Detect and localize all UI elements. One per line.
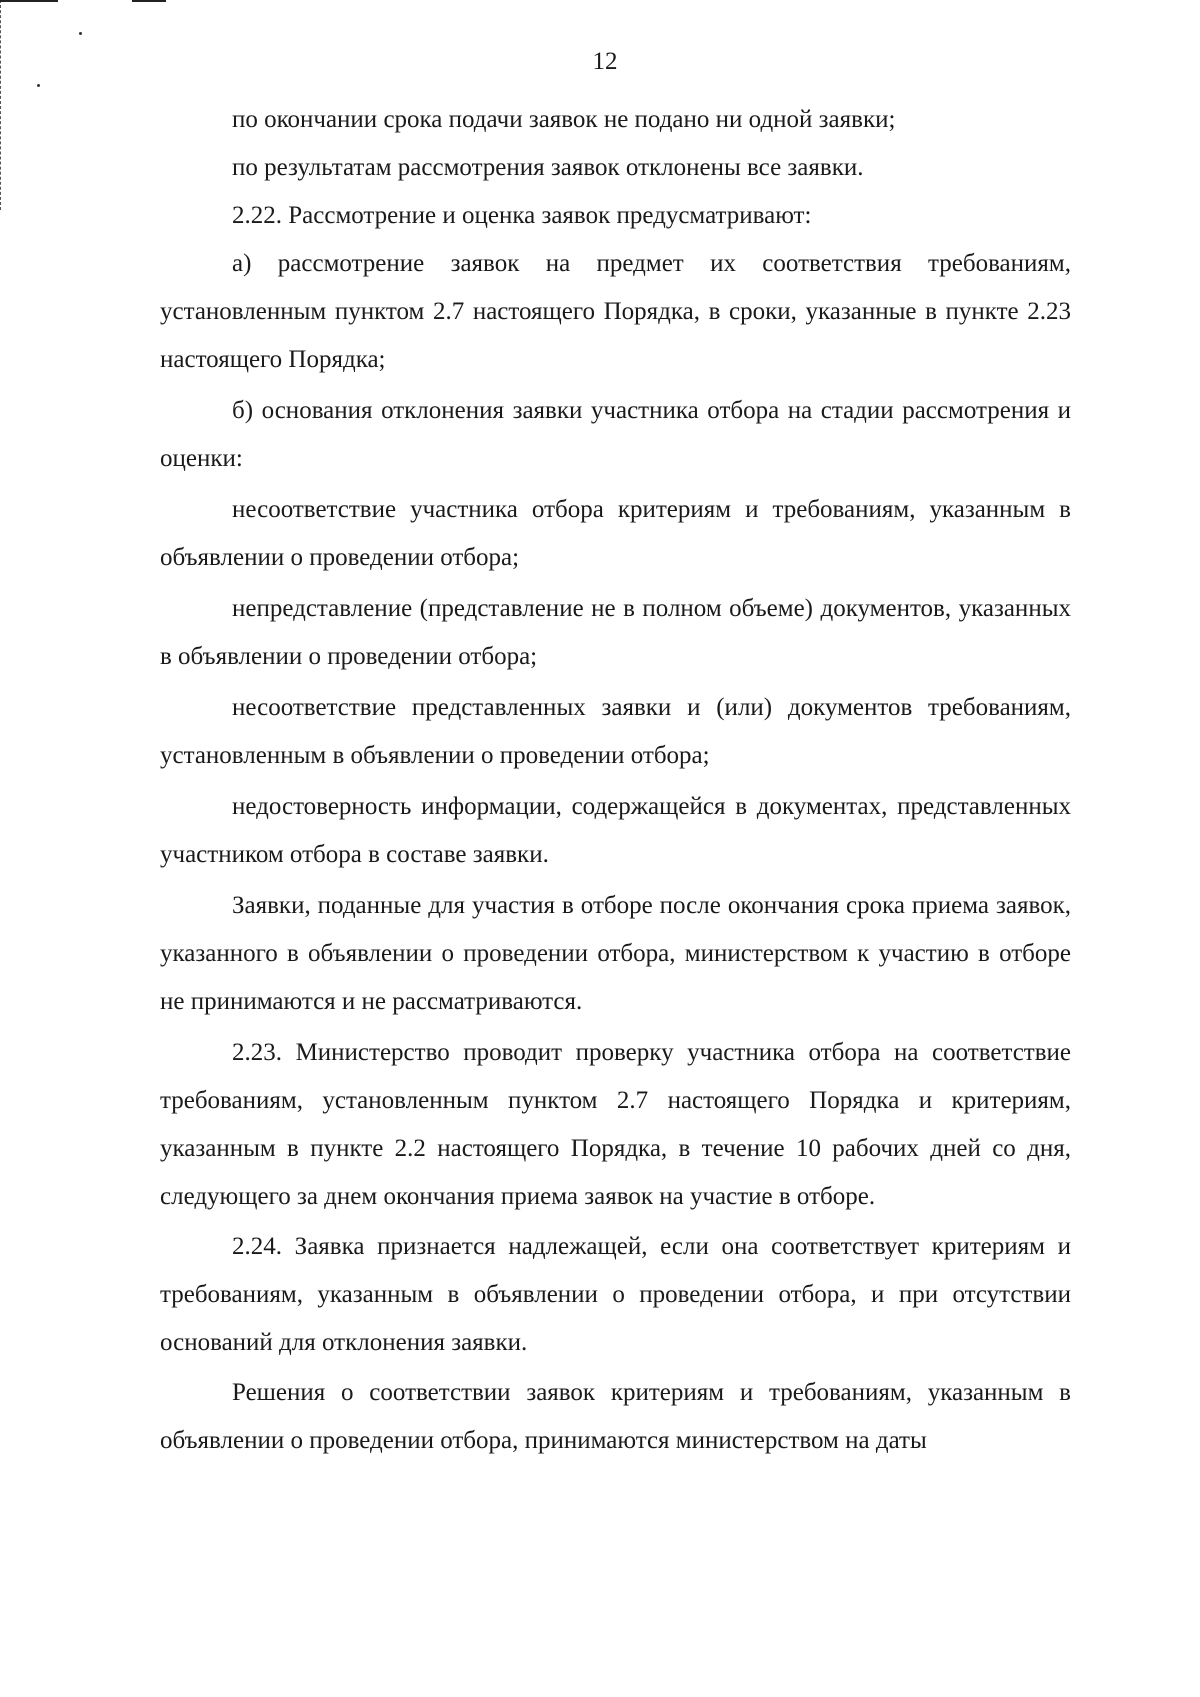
paragraph: б) основания отклонения заявки участника отбора на стадии рассмотрения и оценки: [160, 397, 1071, 472]
paragraph: недостоверность информации, содержащейся в документах, представленных участником отбора в составе заявки. [160, 793, 1071, 868]
paragraph: по окончании срока подачи заявок не подано ни одной заявки; [232, 106, 896, 133]
scan-edge-artifact [0, 0, 2, 210]
paragraph: а) рассмотрение заявок на предмет их соответствия требованиям, установленным пунктом 2.7 настоящего Порядка, в сроки, указанные в пункте 2.23 настоящего Порядка; [160, 250, 1071, 373]
paragraph: Решения о соответствии заявок критериям и требованиям, указанным в объявлении о проведении отбора, принимаются министерством на даты [160, 1379, 1071, 1454]
scan-mark [132, 0, 166, 2]
paragraph: 2.24. Заявка признается надлежащей, если она соответствует критериям и требованиям, указанным в объявлении о проведении отбора, и при отсутствии оснований для отклонения заявки. [160, 1233, 1071, 1356]
paragraph: 2.23. Министерство проводит проверку участника отбора на соответствие требованиям, установленным пунктом 2.7 настоящего Порядка и критериям, указанным в пункте 2.2 настоящего Порядка, в течение 10 рабочих дней со дня, следующего за днем окончания приема заявок на участие в отборе. [160, 1039, 1071, 1210]
document-body [160, 96, 1071, 1465]
scan-mark [0, 0, 58, 2]
paragraph: по результатам рассмотрения заявок отклонены все заявки. [232, 154, 864, 181]
paragraph: непредставление (представление не в полном объеме) документов, указанных в объявлении о проведении отбора; [160, 595, 1071, 670]
paragraph: несоответствие представленных заявки и (или) документов требованиям, установленным в объявлении о проведении отбора; [160, 694, 1071, 769]
paragraph: несоответствие участника отбора критериям и требованиям, указанным в объявлении о проведении отбора; [160, 496, 1071, 571]
scan-speck [37, 84, 40, 87]
page-number: 12 [592, 48, 618, 75]
scan-speck [79, 32, 82, 35]
paragraph: 2.22. Рассмотрение и оценка заявок предусматривают: [232, 202, 812, 229]
paragraph: Заявки, поданные для участия в отборе после окончания срока приема заявок, указанного в объявлении о проведении отбора, министерством к участию в отборе не принимаются и не рассматриваются. [160, 892, 1071, 1015]
